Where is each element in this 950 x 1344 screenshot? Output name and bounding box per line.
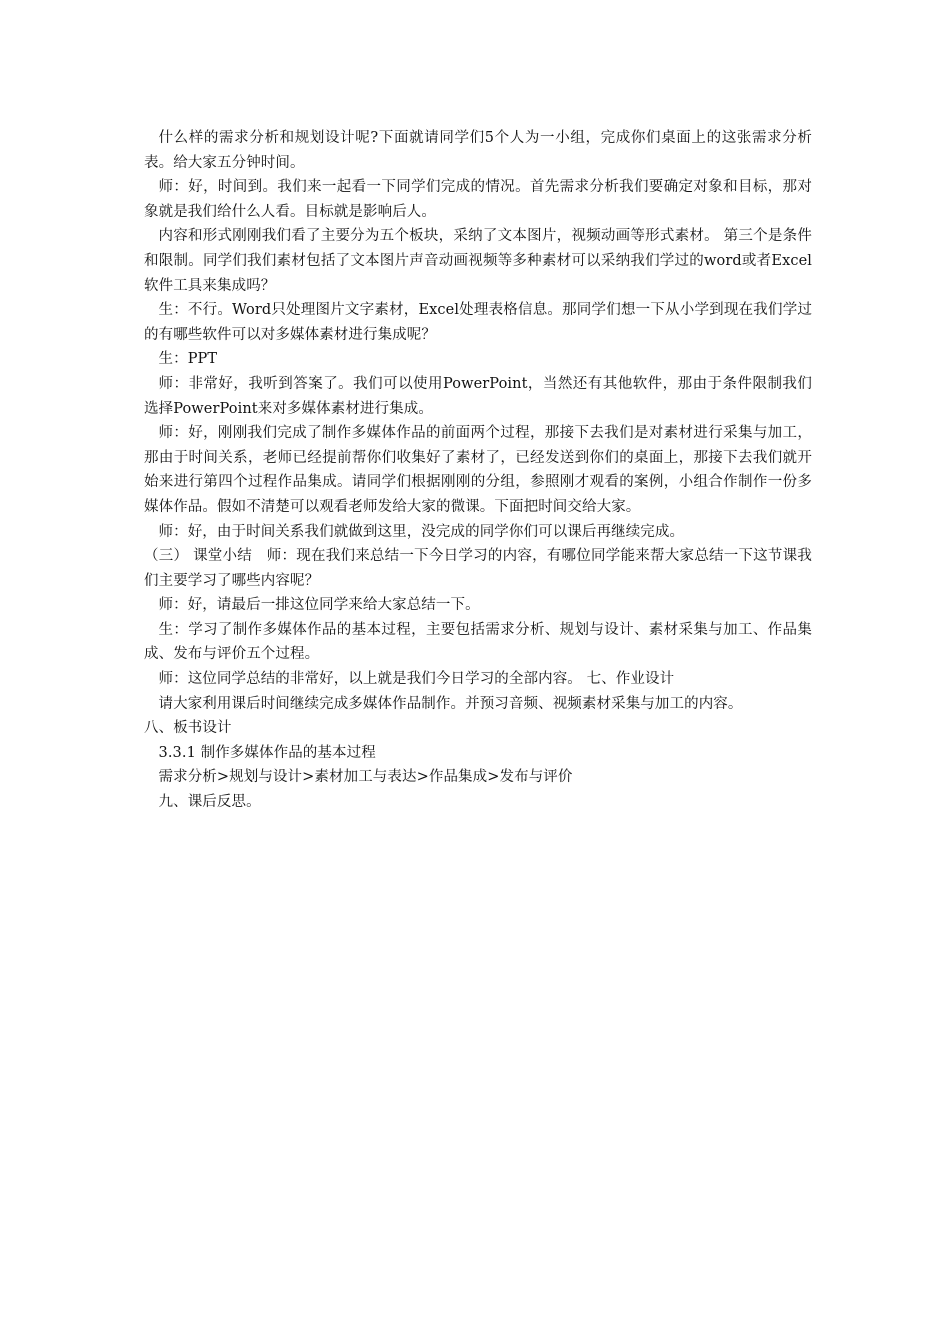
paragraph-student-summary: 生：学习了制作多媒体作品的基本过程，主要包括需求分析、规划与设计、素材采集与加工、作品集成、发布与评价五个过程。 [144, 621, 812, 663]
heading-board-design: 八、板书设计 [144, 720, 232, 737]
paragraph-teacher-homework-heading: 师：这位同学总结的非常好，以上就是我们今日学习的全部内容。 七、作业设计 [158, 671, 675, 688]
paragraph-teacher-material-collection: 师：好，刚刚我们完成了制作多媒体作品的前面两个过程，那接下去我们是对素材进行采集与加工，那由于时间关系，老师已经提前帮你们收集好了素材了，已经发送到你们的桌面上，那接下去我们就开始来进行第四个过程作品集成。请同学们根据刚刚的分组，参照刚才观看的案例，小组合作制作一份多媒体作品。假如不清楚可以观看老师发给大家的微课。下面把时间交给大家。 [144, 425, 812, 515]
heading-reflection: 九、课后反思。 [158, 794, 261, 811]
paragraph-teacher-powerpoint: 师：非常好，我听到答案了。我们可以使用PowerPoint，当然还有其他软件，那由于条件限制我们选择PowerPoint来对多媒体素材进行集成。 [144, 375, 812, 417]
paragraph-student-word-excel: 生：不行。Word只处理图片文字素材，Excel处理表格信息。那同学们想一下从小学到现在我们学过的有哪些软件可以对多媒体素材进行集成呢？ [144, 302, 812, 343]
paragraph-student-ppt: 生：PPT [158, 351, 218, 368]
paragraph-board-title: 3.3.1 制作多媒体作品的基本过程 [158, 744, 376, 761]
paragraph-teacher-stop: 师：好，由于时间关系我们就做到这里，没完成的同学你们可以课后再继续完成。 [158, 523, 685, 540]
paragraph-homework: 请大家利用课后时间继续完成多媒体作品制作。并预习音频、视频素材采集与加工的内容。 [158, 695, 743, 712]
paragraph-class-summary: （三） 课堂小结 师：现在我们来总结一下今日学习的内容，有哪位同学能来帮大家总结一下这节课我们主要学习了哪些内容呢？ [144, 548, 812, 589]
document-body [144, 126, 812, 815]
paragraph-content-and-form: 内容和形式刚刚我们看了主要分为五个板块，采纳了文本图片，视频动画等形式素材。 第三个是条件和限制。同学们我们素材包括了文本图片声音动画视频等多种素材可以采纳我们学过的word或者Excel软件工具来集成吗？ [144, 228, 812, 294]
paragraph-board-process: 需求分析>规划与设计>素材加工与表达>作品集成>发布与评价 [158, 769, 573, 786]
paragraph-teacher-time-up: 师：好，时间到。我们来一起看一下同学们完成的情况。首先需求分析我们要确定对象和目标，那对象就是我们给什么人看。目标就是影响后人。 [144, 179, 812, 220]
paragraph-teacher-last-row: 师：好，请最后一排这位同学来给大家总结一下。 [158, 597, 480, 614]
paragraph-needs-analysis-intro: 什么样的需求分析和规划设计呢?下面就请同学们5个人为一小组，完成你们桌面上的这张需求分析表。给大家五分钟时间。 [144, 130, 812, 171]
